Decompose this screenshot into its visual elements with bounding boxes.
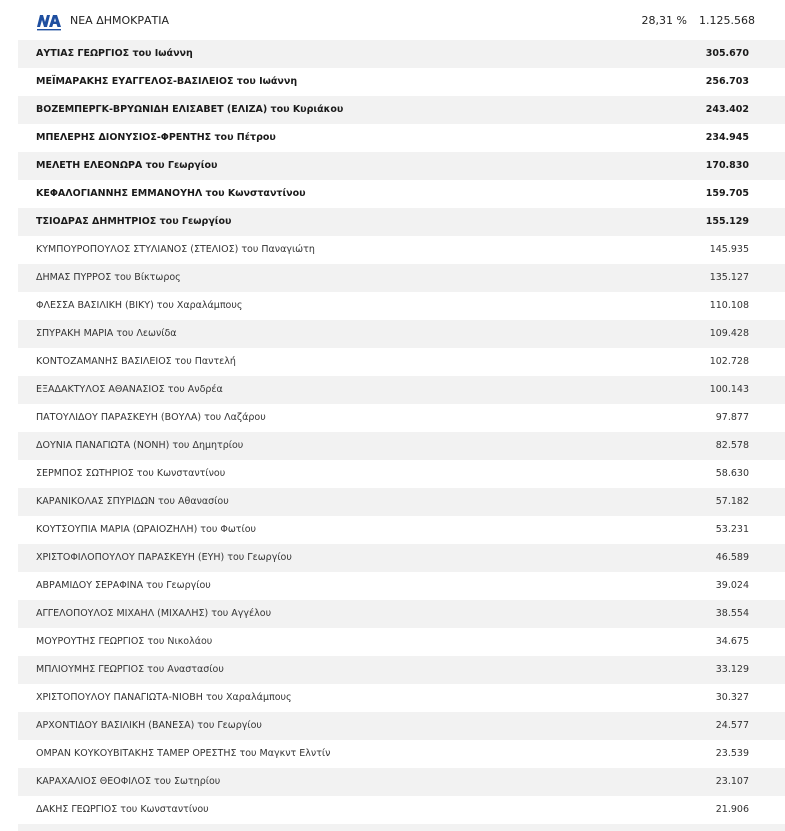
- candidate-votes: 155.129: [705, 216, 749, 227]
- candidate-votes: 256.703: [705, 76, 749, 87]
- candidate-row: [18, 124, 785, 152]
- candidate-row: [18, 264, 785, 292]
- candidate-row: [18, 600, 785, 628]
- candidate-row: [18, 824, 785, 831]
- candidate-votes: 243.402: [705, 104, 749, 115]
- party-name: ΝΕΑ ΔΗΜΟΚΡΑΤΙΑ: [70, 14, 170, 27]
- candidate-name: ΟΜΡΑΝ ΚΟΥΚΟΥΒΙΤΑΚΗΣ ΤΑΜΕΡ ΟΡΕΣΤΗΣ του Μαγκντ Ελντίν: [36, 748, 331, 759]
- candidate-row: [18, 628, 785, 656]
- party-logo-icon: [36, 12, 64, 32]
- party-votes: 1.125.568: [699, 14, 755, 27]
- candidate-votes: 110.108: [709, 300, 749, 311]
- candidate-name: ΣΠΥΡΑΚΗ ΜΑΡΙΑ του Λεωνίδα: [36, 328, 177, 339]
- candidate-name: ΚΟΥΤΣΟΥΠΙΑ ΜΑΡΙΑ (ΩΡΑΙΟΖΗΛΗ) του Φωτίου: [36, 524, 257, 535]
- party-header: [0, 0, 785, 40]
- candidate-name: ΑΡΧΟΝΤΙΔΟΥ ΒΑΣΙΛΙΚΗ (ΒΑΝΕΣΑ) του Γεωργίου: [36, 720, 262, 731]
- candidate-name: ΚΑΡΑΧΑΛΙΟΣ ΘΕΟΦΙΛΟΣ του Σωτηρίου: [36, 776, 221, 787]
- candidate-votes: 58.630: [715, 468, 749, 479]
- candidate-name: ΚΕΦΑΛΟΓΙΑΝΝΗΣ ΕΜΜΑΝΟΥΗΛ του Κωνσταντίνου: [36, 188, 306, 199]
- candidate-row: [18, 320, 785, 348]
- candidate-votes: 100.143: [709, 384, 749, 395]
- candidate-votes: 38.554: [715, 608, 749, 619]
- candidate-votes: 145.935: [709, 244, 749, 255]
- candidate-name: ΔΟΥΝΙΑ ΠΑΝΑΓΙΩΤΑ (ΝΟΝΗ) του Δημητρίου: [36, 440, 244, 451]
- candidate-votes: 24.577: [715, 720, 749, 731]
- candidate-votes: 234.945: [705, 132, 749, 143]
- candidate-row: [18, 180, 785, 208]
- candidate-name: ΕΞΑΔΑΚΤΥΛΟΣ ΑΘΑΝΑΣΙΟΣ του Ανδρέα: [36, 384, 223, 395]
- candidate-row: [18, 656, 785, 684]
- party-percent: 28,31 %: [641, 14, 687, 27]
- candidate-votes: 21.906: [715, 804, 749, 815]
- candidate-name: ΜΠΕΛΕΡΗΣ ΔΙΟΝΥΣΙΟΣ-ΦΡΕΝΤΗΣ του Πέτρου: [36, 132, 276, 143]
- candidate-votes: 53.231: [715, 524, 749, 535]
- candidate-name: ΑΒΡΑΜΙΔΟΥ ΣΕΡΑΦΙΝΑ του Γεωργίου: [36, 580, 211, 591]
- candidate-votes: 33.129: [715, 664, 749, 675]
- candidate-votes: 57.182: [715, 496, 749, 507]
- candidate-name: ΒΟΖΕΜΠΕΡΓΚ-ΒΡΥΩΝΙΔΗ ΕΛΙΣΑΒΕΤ (ΕΛΙΖΑ) του Κυριάκου: [36, 104, 344, 115]
- candidate-row: [18, 68, 785, 96]
- candidate-name: ΚΑΡΑΝΙΚΟΛΑΣ ΣΠΥΡΙΔΩΝ του Αθανασίου: [36, 496, 229, 507]
- candidate-row: [18, 152, 785, 180]
- candidate-list: [18, 40, 785, 831]
- candidate-votes: 159.705: [705, 188, 749, 199]
- candidate-votes: 82.578: [715, 440, 749, 451]
- candidate-row: [18, 460, 785, 488]
- candidate-votes: 30.327: [715, 692, 749, 703]
- candidate-name: ΠΑΤΟΥΛΙΔΟΥ ΠΑΡΑΣΚΕΥΗ (ΒΟΥΛΑ) του Λαζάρου: [36, 412, 266, 423]
- candidate-votes: 170.830: [705, 160, 749, 171]
- candidate-row: [18, 684, 785, 712]
- candidate-name: ΤΣΙΟΔΡΑΣ ΔΗΜΗΤΡΙΟΣ του Γεωργίου: [36, 216, 232, 227]
- candidate-row: [18, 544, 785, 572]
- candidate-name: ΧΡΙΣΤΟΠΟΥΛΟΥ ΠΑΝΑΓΙΩΤΑ-ΝΙΟΒΗ του Χαραλάμπους: [36, 692, 292, 703]
- candidate-name: ΜΕΪΜΑΡΑΚΗΣ ΕΥΑΓΓΕΛΟΣ-ΒΑΣΙΛΕΙΟΣ του Ιωάννη: [36, 76, 298, 87]
- candidate-row: [18, 40, 785, 68]
- candidate-row: [18, 488, 785, 516]
- candidate-name: ΜΕΛΕΤΗ ΕΛΕΟΝΩΡΑ του Γεωργίου: [36, 160, 218, 171]
- candidate-row: [18, 376, 785, 404]
- candidate-row: [18, 348, 785, 376]
- candidate-votes: 39.024: [715, 580, 749, 591]
- candidate-votes: 34.675: [715, 636, 749, 647]
- candidate-row: [18, 96, 785, 124]
- candidate-row: [18, 404, 785, 432]
- candidate-votes: 305.670: [705, 48, 749, 59]
- candidate-name: ΑΓΓΕΛΟΠΟΥΛΟΣ ΜΙΧΑΗΛ (ΜΙΧΑΛΗΣ) του Αγγέλου: [36, 608, 272, 619]
- candidate-row: [18, 236, 785, 264]
- candidate-name: ΜΠΛΙΟΥΜΗΣ ΓΕΩΡΓΙΟΣ του Αναστασίου: [36, 664, 224, 675]
- candidate-name: ΚΟΝΤΟΖΑΜΑΝΗΣ ΒΑΣΙΛΕΙΟΣ του Παντελή: [36, 356, 236, 367]
- candidate-votes: 97.877: [715, 412, 749, 423]
- candidate-name: ΚΥΜΠΟΥΡΟΠΟΥΛΟΣ ΣΤΥΛΙΑΝΟΣ (ΣΤΕΛΙΟΣ) του Παναγιώτη: [36, 244, 315, 255]
- candidate-row: [18, 572, 785, 600]
- candidate-row: [18, 292, 785, 320]
- candidate-name: ΣΕΡΜΠΟΣ ΣΩΤΗΡΙΟΣ του Κωνσταντίνου: [36, 468, 226, 479]
- candidate-votes: 135.127: [709, 272, 749, 283]
- candidate-name: ΔΑΚΗΣ ΓΕΩΡΓΙΟΣ του Κωνσταντίνου: [36, 804, 209, 815]
- candidate-votes: 109.428: [709, 328, 749, 339]
- candidate-name: ΧΡΙΣΤΟΦΙΛΟΠΟΥΛΟΥ ΠΑΡΑΣΚΕΥΗ (ΕΥΗ) του Γεωργίου: [36, 552, 292, 563]
- candidate-name: ΑΥΤΙΑΣ ΓΕΩΡΓΙΟΣ του Ιωάννη: [36, 48, 193, 59]
- candidate-name: ΜΟΥΡΟΥΤΗΣ ΓΕΩΡΓΙΟΣ του Νικολάου: [36, 636, 213, 647]
- candidate-row: [18, 768, 785, 796]
- candidate-votes: 23.107: [715, 776, 749, 787]
- candidate-votes: 102.728: [709, 356, 749, 367]
- candidate-votes: 23.539: [715, 748, 749, 759]
- candidate-row: [18, 796, 785, 824]
- candidate-row: [18, 516, 785, 544]
- candidate-votes: 46.589: [715, 552, 749, 563]
- candidate-row: [18, 712, 785, 740]
- candidate-name: ΦΛΕΣΣΑ ΒΑΣΙΛΙΚΗ (ΒΙΚΥ) του Χαραλάμπους: [36, 300, 243, 311]
- candidate-row: [18, 208, 785, 236]
- candidate-name: ΔΗΜΑΣ ΠΥΡΡΟΣ του Βίκτωρος: [36, 272, 181, 283]
- candidate-row: [18, 740, 785, 768]
- candidate-row: [18, 432, 785, 460]
